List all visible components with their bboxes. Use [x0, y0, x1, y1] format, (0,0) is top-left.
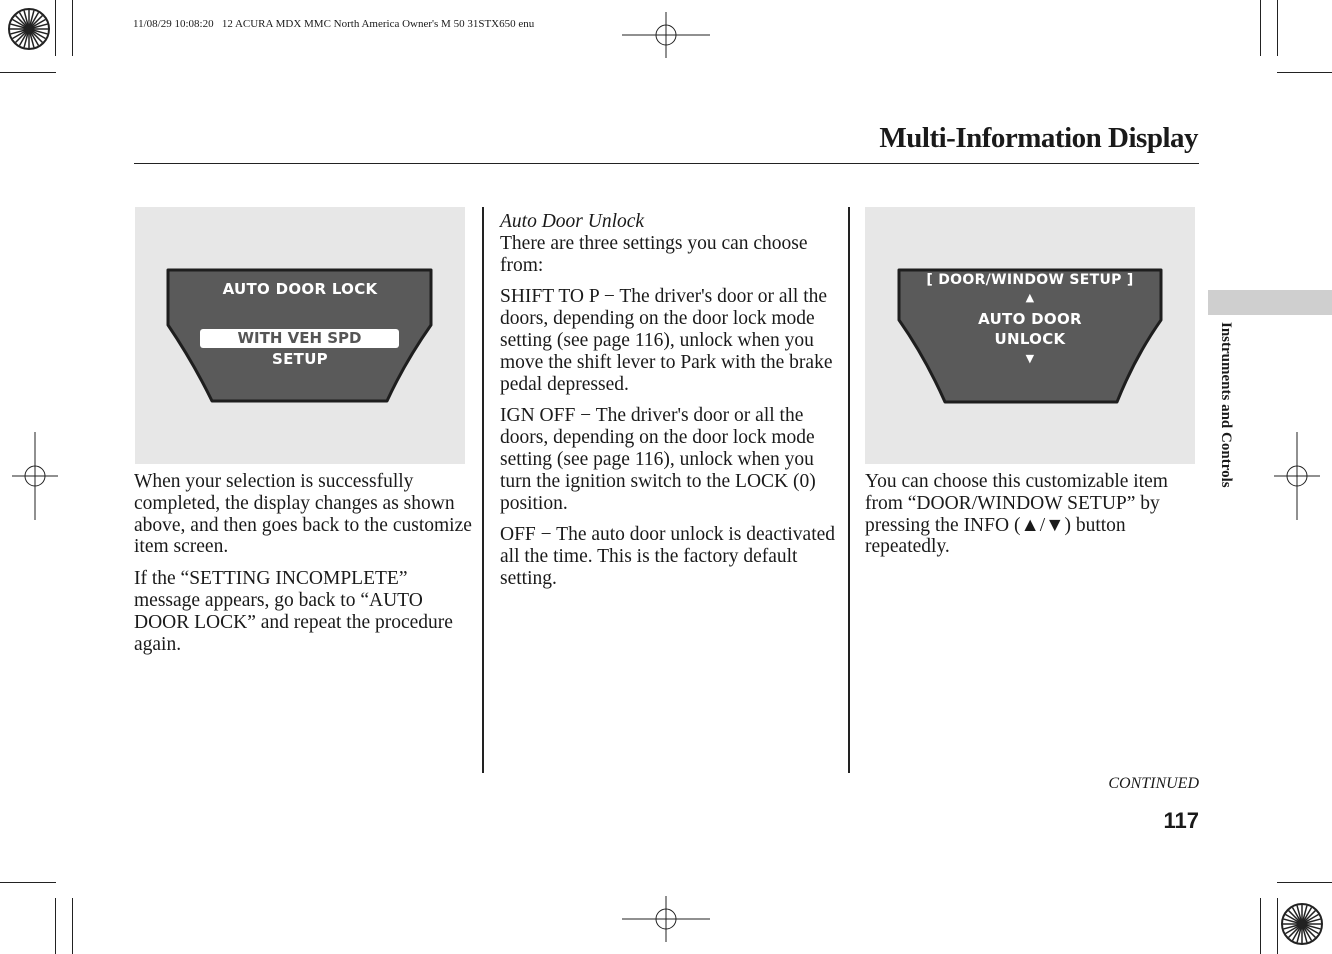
section-heading: Auto Door Unlock	[500, 211, 645, 232]
page-title: Multi-Information Display	[879, 122, 1198, 154]
auto-door-lock-display-illustration	[135, 207, 465, 464]
registration-sunburst-icon	[1272, 894, 1332, 954]
door-window-setup-display-illustration	[865, 207, 1195, 464]
registration-sunburst-icon	[0, 0, 60, 60]
page-number: 117	[1163, 808, 1199, 833]
crop-line	[0, 882, 56, 883]
display-line: UNLOCK	[994, 330, 1066, 348]
crosshair-target-icon	[1274, 432, 1320, 520]
column-divider	[848, 207, 850, 773]
title-divider	[134, 163, 1199, 164]
crop-line	[1277, 72, 1332, 73]
print-header: 11/08/29 10:08:20 12 ACURA MDX MMC North America Owner's M 50 31STX650 enu	[133, 18, 535, 30]
display-selected-option: WITH VEH SPD	[200, 329, 399, 348]
crop-line	[1260, 898, 1261, 954]
crop-line	[1260, 0, 1261, 56]
paragraph: When your selection is successfully completed, the display changes as shown above, and then goes back to the customize item screen.	[134, 471, 472, 558]
column-divider	[482, 207, 484, 773]
crop-line	[1277, 0, 1278, 56]
crosshair-target-icon	[622, 896, 710, 942]
continued-label: CONTINUED	[1108, 775, 1199, 792]
paragraph: IGN OFF − The driver's door or all the doors, depending on the door lock mode setting (see page 116), unlock when you turn the ignition switch to the LOCK (0) position.	[500, 405, 816, 514]
right-column-text	[865, 471, 1195, 568]
paragraph: If the “SETTING INCOMPLETE” message appears, go back to “AUTO DOOR LOCK” and repeat the procedure again.	[134, 568, 453, 655]
left-column-text	[134, 471, 474, 665]
crop-line	[55, 0, 56, 56]
crosshair-target-icon	[622, 12, 710, 58]
paragraph: There are three settings you can choose from:	[500, 232, 808, 276]
paragraph: OFF − The auto door unlock is deactivated all the time. This is the factory default setting.	[500, 524, 836, 589]
display-line: SETUP	[272, 350, 328, 368]
crop-line	[1277, 882, 1332, 883]
paragraph: SHIFT TO P − The driver's door or all the doors, depending on the door lock mode setting (see page 116), unlock when you move the shift lever to Park with the brake pedal depressed.	[500, 286, 833, 395]
up-arrow-icon: ▲	[1025, 291, 1035, 304]
display-line: AUTO DOOR	[978, 310, 1082, 328]
display-heading: [ DOOR/WINDOW SETUP ]	[926, 272, 1134, 288]
crop-line	[0, 72, 56, 73]
crop-line	[72, 0, 73, 56]
paragraph: You can choose this customizable item from “DOOR/WINDOW SETUP” by pressing the INFO (▲/▼) button repeatedly.	[865, 471, 1168, 558]
crosshair-target-icon	[12, 432, 58, 520]
down-arrow-icon: ▼	[1025, 352, 1035, 365]
middle-column-text	[500, 211, 840, 600]
crop-line	[72, 898, 73, 954]
section-tab	[1208, 290, 1332, 315]
display-heading: AUTO DOOR LOCK	[222, 280, 378, 298]
crop-line	[55, 898, 56, 954]
section-tab-label: Instruments and Controls	[1218, 322, 1234, 488]
